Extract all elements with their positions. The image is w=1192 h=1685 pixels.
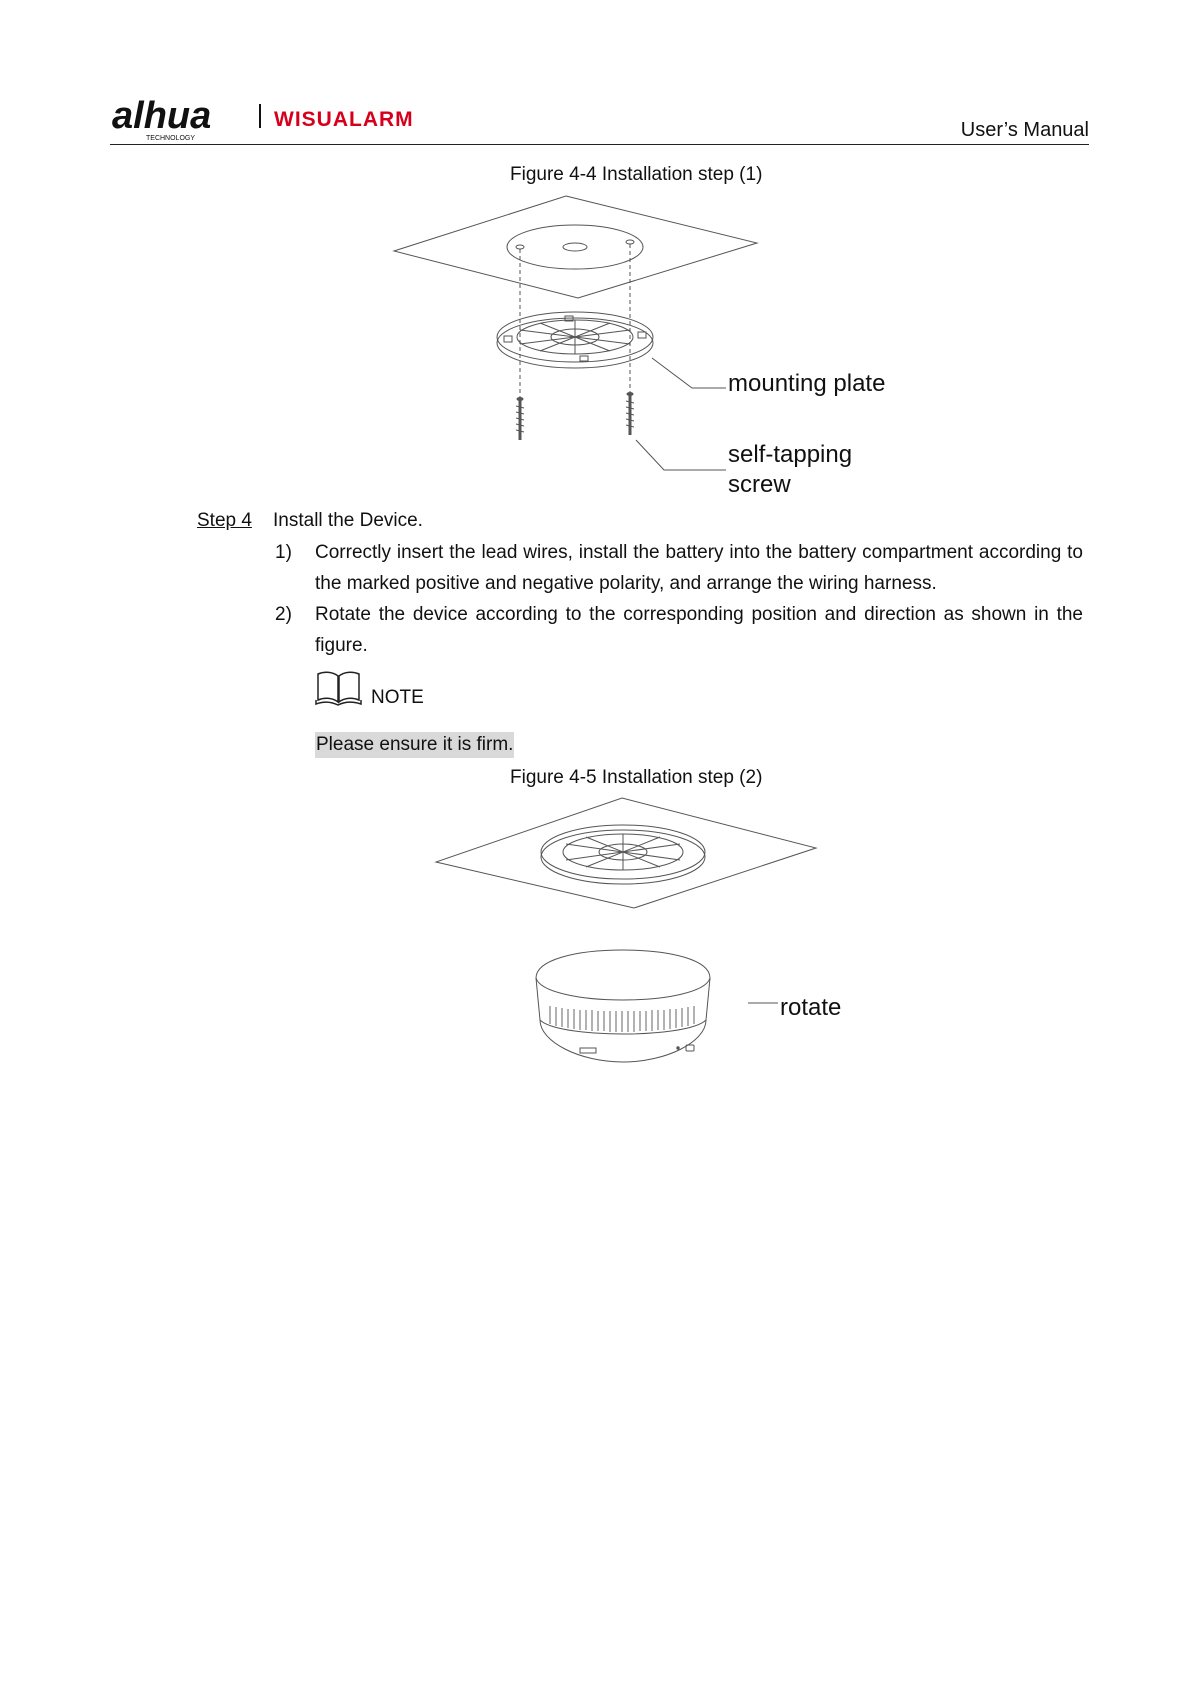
detector-drawing xyxy=(536,950,710,1062)
mounted-plate-drawing xyxy=(541,825,705,884)
list-item-text: Correctly insert the lead wires, install the battery into the battery compartment according to the marked positive and negative polarity, and arrange the wiring harness. xyxy=(315,542,1083,594)
label-mounting-plate: mounting plate xyxy=(728,370,886,397)
ceiling-panel xyxy=(394,196,757,298)
step-label: Step 4 xyxy=(197,510,252,531)
logo-brand-text: alhua xyxy=(112,95,212,137)
installation-step-2-figure xyxy=(430,792,870,1092)
note-label: NOTE xyxy=(371,687,424,708)
label-self-tapping-screw: self-tapping screw xyxy=(728,441,853,498)
brand-logo xyxy=(112,94,418,144)
header-rule xyxy=(110,144,1089,145)
leader-mounting-plate xyxy=(652,358,726,388)
list-item-number: 2) xyxy=(275,604,292,625)
book-icon xyxy=(315,670,362,706)
logo-partner-text: WISUALARM xyxy=(274,108,414,131)
screw-left xyxy=(516,398,524,441)
list-item-number: 1) xyxy=(275,542,292,563)
list-item-text: Rotate the device according to the corresponding position and direction as shown in the figure. xyxy=(315,604,1083,656)
figure-caption-2: Figure 4-5 Installation step (2) xyxy=(510,767,763,788)
ceiling-screw-hole-right xyxy=(626,240,634,244)
ceiling-screw-hole-left xyxy=(516,245,524,249)
ceiling-circle xyxy=(507,225,643,269)
ceiling-center-hole xyxy=(563,243,587,251)
label-rotate: rotate xyxy=(780,994,842,1021)
screw-right xyxy=(626,393,634,436)
leader-screw xyxy=(636,440,726,470)
logo-sub-text: TECHNOLOGY xyxy=(146,135,196,142)
note-text: Please ensure it is firm. xyxy=(315,732,514,758)
figure-caption-1: Figure 4-4 Installation step (1) xyxy=(510,164,763,185)
step-text: Install the Device. xyxy=(273,510,423,531)
manual-title: User’s Manual xyxy=(960,119,1089,141)
